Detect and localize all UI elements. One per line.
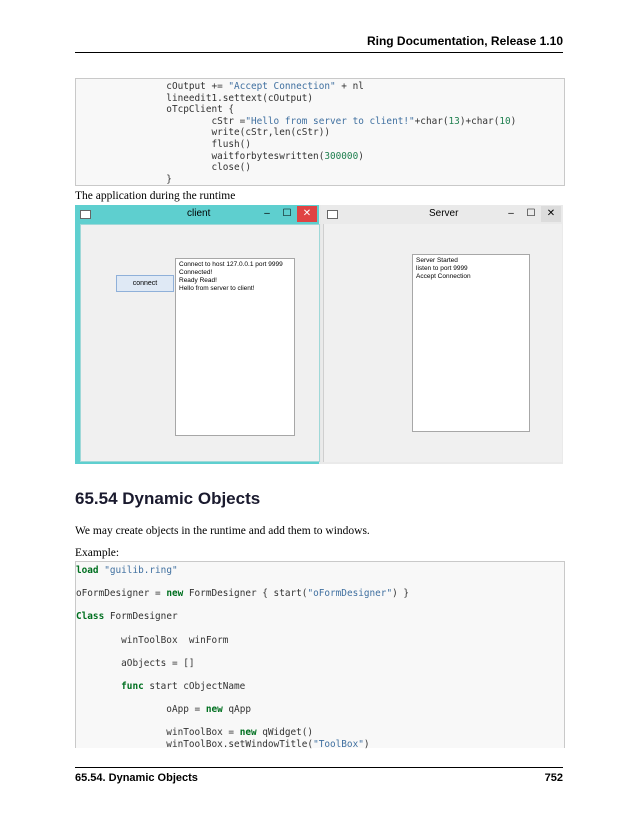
client-app-icon bbox=[80, 210, 91, 219]
server-textedit[interactable]: Server Started listen to port 9999 Accept Connection bbox=[412, 254, 530, 432]
code-block-1 bbox=[75, 78, 565, 186]
code-token: new bbox=[205, 704, 223, 716]
code-token: start cObjectName bbox=[143, 680, 246, 692]
code-token: func bbox=[121, 680, 144, 692]
code-token: aObjects = [] bbox=[76, 657, 195, 669]
figure-caption: The application during the runtime bbox=[75, 190, 236, 202]
runtime-screenshot bbox=[75, 205, 563, 464]
code-line bbox=[76, 127, 564, 139]
code-token: new bbox=[166, 588, 184, 600]
code-token: "oFormDesigner" bbox=[307, 588, 393, 600]
code-token: cStr = bbox=[76, 115, 246, 127]
code-line bbox=[76, 93, 564, 105]
footer-rule bbox=[75, 767, 563, 768]
running-header: Ring Documentation, Release 1.10 bbox=[366, 34, 563, 48]
client-window-body bbox=[80, 224, 320, 462]
code-token: 10 bbox=[499, 115, 511, 127]
code-token: close() bbox=[76, 162, 251, 174]
code-token: waitforbyteswritten( bbox=[76, 150, 325, 162]
code-token: Class bbox=[76, 611, 105, 623]
code-line bbox=[76, 704, 564, 716]
code-line bbox=[76, 81, 564, 93]
code-token: 300000 bbox=[324, 150, 359, 162]
example-label: Example: bbox=[75, 547, 120, 559]
code-line bbox=[76, 565, 564, 577]
code-token: ) bbox=[363, 738, 370, 750]
close-icon[interactable]: ✕ bbox=[541, 206, 561, 222]
server-window-title: Server bbox=[429, 208, 459, 219]
code-token: cOutput += bbox=[76, 81, 229, 92]
code-token: winToolBox.setWindowTitle( bbox=[76, 738, 314, 750]
code-token: FormDesigner { start( bbox=[183, 588, 308, 600]
code-block-2 bbox=[75, 561, 565, 748]
code-token: "Accept Connection" bbox=[228, 81, 336, 92]
code-line bbox=[76, 623, 564, 635]
code-token: "ToolBox" bbox=[313, 738, 364, 750]
code-line bbox=[76, 669, 564, 681]
section-paragraph: We may create objects in the runtime and add them to windows. bbox=[75, 525, 370, 537]
code-token: oTcpClient { bbox=[76, 104, 235, 116]
code-token: lineedit1.settext(cOutput) bbox=[76, 92, 314, 104]
code-line bbox=[76, 600, 564, 612]
code-line bbox=[76, 162, 564, 174]
code-token: write(cStr,len(cStr)) bbox=[76, 127, 330, 139]
code-token: ) } bbox=[392, 588, 410, 600]
code-token: "Hello from server to client!" bbox=[245, 115, 415, 127]
code-token: )+char( bbox=[459, 115, 500, 127]
code-line bbox=[76, 658, 564, 670]
code-token: ) bbox=[358, 150, 364, 162]
code-token bbox=[76, 681, 121, 692]
code-line bbox=[76, 611, 564, 623]
code-token: qWidget() bbox=[256, 727, 314, 739]
maximize-icon[interactable]: ☐ bbox=[282, 208, 292, 219]
code-token: new bbox=[239, 727, 257, 739]
code-token: qApp bbox=[222, 704, 251, 716]
code-line bbox=[76, 151, 564, 163]
close-icon[interactable]: ✕ bbox=[297, 206, 317, 222]
code-token: ) bbox=[510, 115, 517, 127]
maximize-icon[interactable]: ☐ bbox=[526, 208, 536, 219]
client-textedit[interactable]: Connect to host 127.0.0.1 port 9999 Connected! Ready Read! Hello from server to client! bbox=[175, 258, 295, 436]
code-line bbox=[76, 681, 564, 693]
code-token: winToolBox = bbox=[76, 727, 240, 739]
code-token: 13 bbox=[448, 115, 460, 127]
code-line bbox=[76, 739, 564, 751]
code-line bbox=[76, 716, 564, 728]
code-listing-2 bbox=[76, 562, 564, 751]
code-token: oFormDesigner = bbox=[76, 588, 167, 600]
section-title: 65.54 Dynamic Objects bbox=[75, 489, 261, 508]
code-line bbox=[76, 727, 564, 739]
code-line bbox=[76, 693, 564, 705]
code-token: flush() bbox=[76, 138, 251, 150]
code-line bbox=[76, 104, 564, 116]
code-line bbox=[76, 635, 564, 647]
code-token: +char( bbox=[414, 115, 449, 127]
code-token: "guilib.ring" bbox=[104, 565, 178, 576]
code-line bbox=[76, 588, 564, 600]
code-line bbox=[76, 116, 564, 128]
minimize-icon[interactable]: – bbox=[264, 208, 270, 219]
minimize-icon[interactable]: – bbox=[508, 208, 514, 219]
footer-section: 65.54. Dynamic Objects bbox=[75, 772, 198, 784]
code-line bbox=[76, 646, 564, 658]
code-token: oApp = bbox=[76, 704, 206, 716]
client-window-title: client bbox=[187, 208, 211, 219]
server-window-body bbox=[323, 224, 562, 462]
server-window bbox=[321, 205, 563, 464]
code-token: load bbox=[76, 565, 99, 576]
connect-button[interactable]: connect bbox=[116, 275, 174, 292]
server-app-icon bbox=[327, 210, 338, 219]
code-line bbox=[76, 174, 564, 186]
header-rule bbox=[75, 52, 563, 53]
code-line bbox=[76, 139, 564, 151]
code-token: } bbox=[76, 173, 172, 185]
code-line bbox=[76, 577, 564, 589]
code-token: winToolBox winForm bbox=[76, 634, 229, 646]
client-window bbox=[75, 205, 319, 464]
code-listing-1 bbox=[76, 79, 564, 185]
code-token: FormDesigner bbox=[104, 611, 178, 623]
page-number: 752 bbox=[544, 772, 563, 784]
code-token: + nl bbox=[335, 81, 364, 92]
